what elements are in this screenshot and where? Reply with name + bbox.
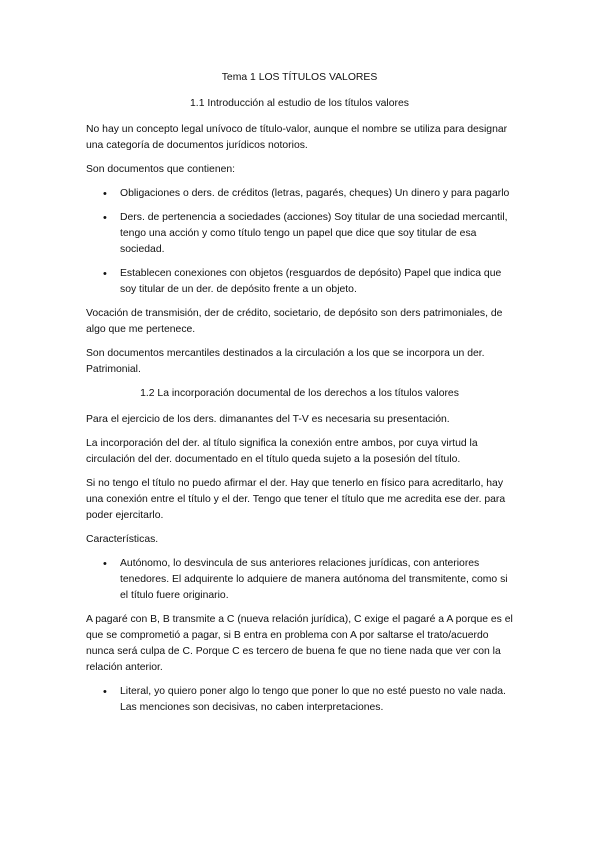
paragraph: Vocación de transmisión, der de crédito, societario, de depósito son ders patrimoniales, de algo que me pertenece. (86, 308, 503, 335)
bullet-list (86, 556, 513, 604)
paragraph: Para el ejercicio de los ders. dimanantes del T-V es necesaria su presentación. (86, 414, 450, 425)
list-item: • Ders. de pertenencia a sociedades (acciones) Soy titular de una sociedad mercantil, tengo una acción y como título tengo un papel que dice que soy titular de esa sociedad. (86, 210, 513, 258)
list-item: • Establecen conexiones con objetos (resguardos de depósito) Papel que indica que soy titular de un der. de depósito frente a un objeto. (86, 266, 513, 298)
paragraph: No hay un concepto legal unívoco de título-valor, aunque el nombre se utiliza para designar una categoría de documentos jurídicos notorios. (86, 124, 508, 151)
paragraph: A pagaré con B, B transmite a C (nueva relación jurídica), C exige el pagaré a A porque es el que se comprometió a pagar, si B entra en problema con A por saltarse el trato/acuerdo nunca será culpa de C. Porque C es tercero de buena fe que no tiene nada que ver con la relación anterior. (86, 614, 513, 673)
list-item: • Literal, yo quiero poner algo lo tengo que poner lo que no esté puesto no vale nada. Las menciones son decisivas, no caben interpretaciones. (86, 684, 513, 716)
bullet-list (86, 186, 513, 298)
paragraph: Son documentos mercantiles destinados a la circulación a los que se incorpora un der. Patrimonial. (86, 348, 485, 375)
paragraph: Si no tengo el título no puedo afirmar el der. Hay que tenerlo en físico para acreditarlo, hay una conexión entre el título y el der. Tengo que tener el título que me acredita ese der. para poder ejercitarlo. (86, 478, 506, 521)
list-item: • Obligaciones o ders. de créditos (letras, pagarés, cheques) Un dinero y para pagarlo (86, 186, 513, 202)
page-title: Tema 1 LOS TÍTULOS VALORES (221, 72, 378, 83)
list-item: • Autónomo, lo desvincula de sus anteriores relaciones jurídicas, con anteriores tenedores. El adquirente lo adquiere de manera autónoma del transmitente, como si el título fuere originario. (86, 556, 513, 604)
paragraph: La incorporación del der. al título significa la conexión entre ambos, por cuya virtud la circulación del der. documentado en el título queda sujeto a la posesión del título. (86, 438, 478, 465)
section-heading-1-1: 1.1 Introducción al estudio de los títulos valores (190, 98, 409, 109)
paragraph: Características. (86, 534, 159, 545)
section-heading-1-2: 1.2 La incorporación documental de los derechos a los títulos valores (140, 388, 459, 399)
bullet-list (86, 684, 513, 716)
paragraph: Son documentos que contienen: (86, 164, 236, 175)
